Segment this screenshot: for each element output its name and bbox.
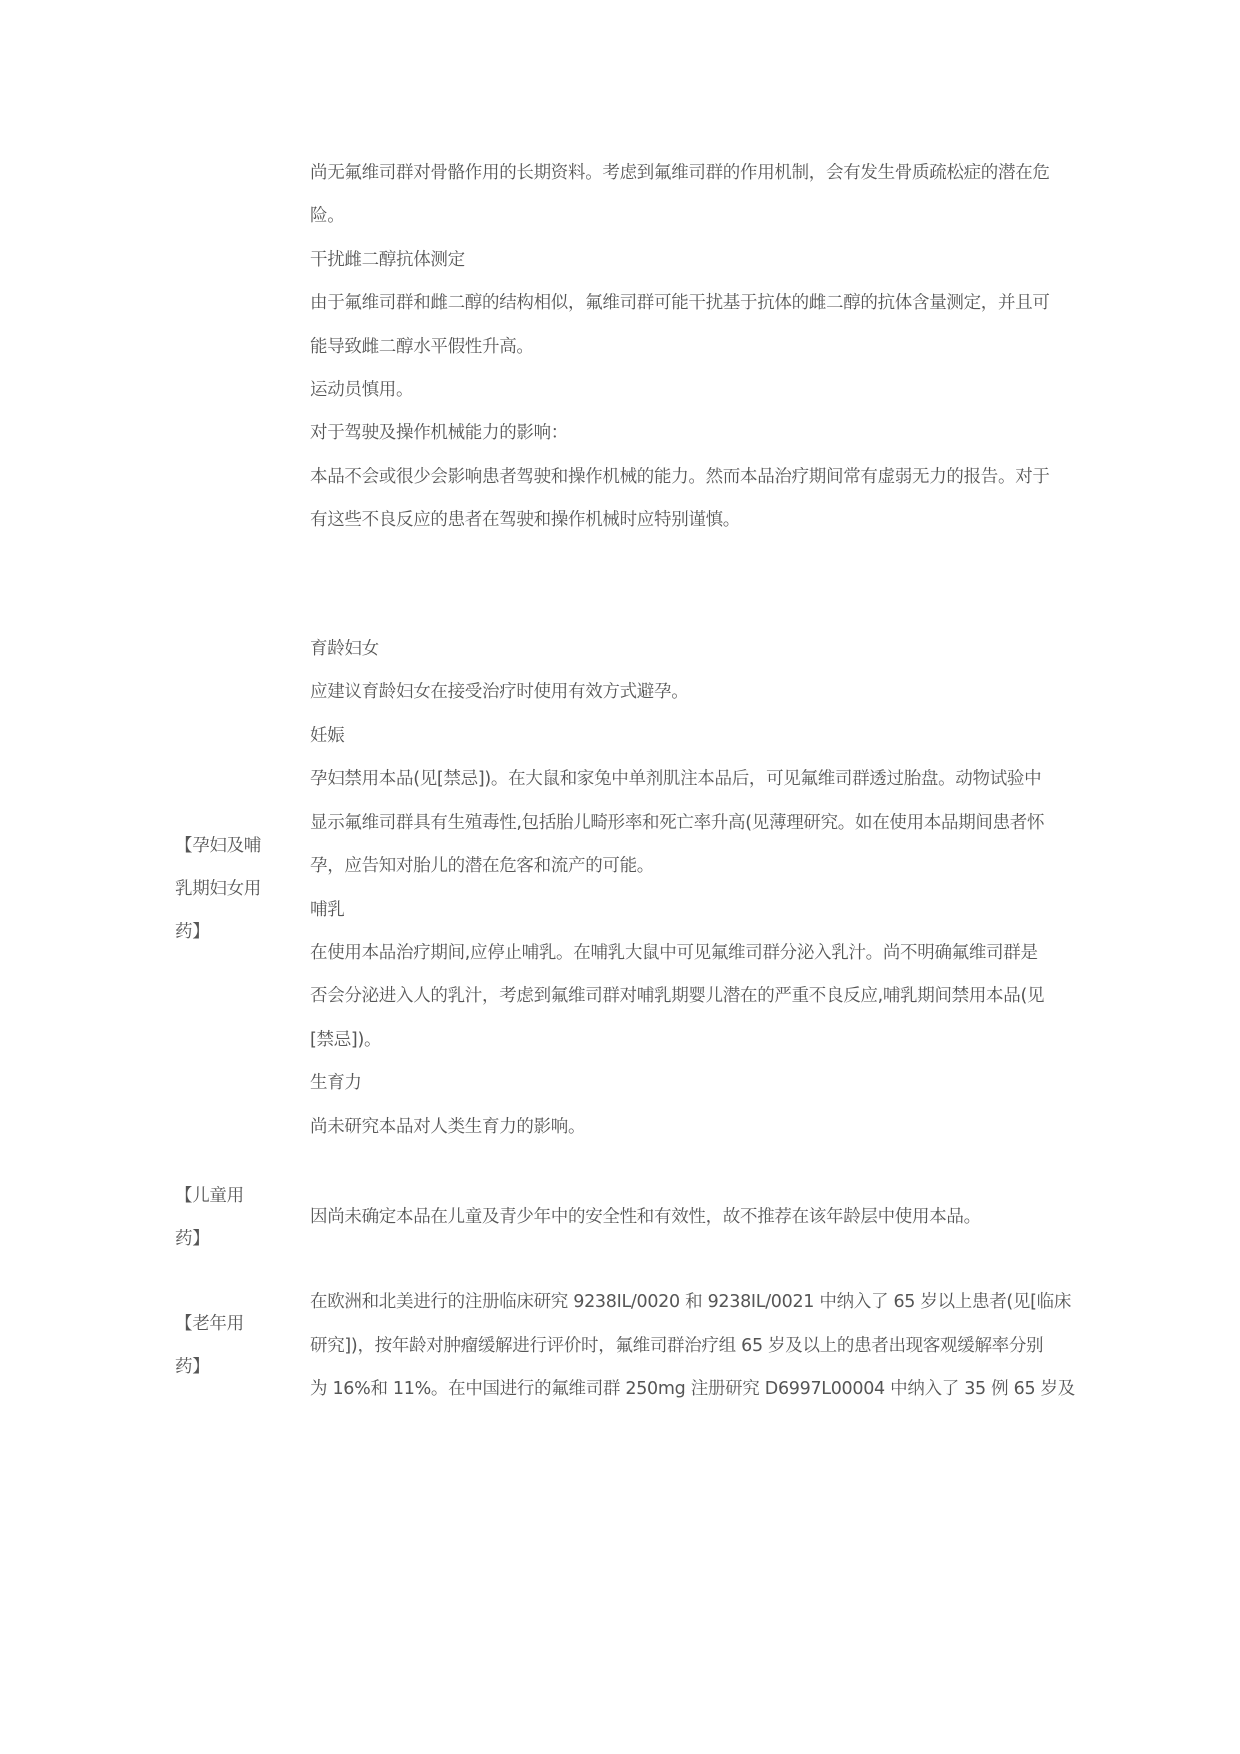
section-label: 【儿童用: [175, 1186, 244, 1206]
paragraph-line: 尚无氟维司群对骨骼作用的长期资料。考虑到氟维司群的作用机制，会有发生骨质疏松症的潜在危: [310, 163, 1050, 183]
paragraph-line: 尚未研究本品对人类生育力的影响。: [310, 1117, 586, 1137]
subheading: 哺乳: [310, 900, 345, 920]
paragraph-line: 由于氟维司群和雌二醇的结构相似，氟维司群可能干扰基于抗体的雌二醇的抗体含量测定，并且可: [310, 293, 1050, 313]
paragraph-line: 运动员慎用。: [310, 380, 414, 400]
paragraph-line: 本品不会或很少会影响患者驾驶和操作机械的能力。然而本品治疗期间常有虚弱无力的报告。对于: [310, 467, 1050, 487]
subheading: 育龄妇女: [310, 639, 379, 659]
paragraph-line: 有这些不良反应的患者在驾驶和操作机械时应特别谨慎。: [310, 510, 740, 530]
subheading: 干扰雌二醇抗体测定: [310, 250, 465, 270]
paragraph-line: 为 16%和 11%。在中国进行的氟维司群 250mg 注册研究 D6997L00004 中纳入了 35 例 65 岁及: [310, 1379, 1075, 1399]
paragraph-line: 孕妇禁用本品(见[禁忌])。在大鼠和家兔中单剂肌注本品后，可见氟维司群透过胎盘。动物试验中: [310, 769, 1042, 789]
section-label: 【老年用: [175, 1314, 244, 1334]
section-label: 【孕妇及哺: [175, 836, 261, 856]
paragraph-line: 因尚未确定本品在儿童及青少年中的安全性和有效性，故不推荐在该年龄层中使用本品。: [310, 1207, 981, 1227]
paragraph-line: 研究])，按年龄对肿瘤缓解进行评价时，氟维司群治疗组 65 岁及以上的患者出现客观缓解率分别: [310, 1336, 1044, 1356]
paragraph-line: 孕，应告知对胎儿的潜在危客和流产的可能。: [310, 856, 654, 876]
paragraph-line: [禁忌])。: [310, 1030, 382, 1050]
paragraph-line: 显示氟维司群具有生殖毒性,包括胎儿畸形率和死亡率升高(见薄理研究。如在使用本品期间患者怀: [310, 813, 1045, 833]
paragraph-line: 险。: [310, 206, 345, 226]
paragraph-line: 能导致雌二醇水平假性升高。: [310, 337, 534, 357]
section-label: 乳期妇女用: [175, 879, 261, 899]
paragraph-line: 在使用本品治疗期间,应停止哺乳。在哺乳大鼠中可见氟维司群分泌入乳汁。尚不明确氟维司群是: [310, 943, 1038, 963]
paragraph-line: 应建议育龄妇女在接受治疗时使用有效方式避孕。: [310, 682, 689, 702]
subheading: 妊娠: [310, 726, 345, 746]
section-label: 药】: [175, 1229, 210, 1249]
paragraph-line: 否会分泌进入人的乳汁，考虑到氟维司群对哺乳期婴儿潜在的严重不良反应,哺乳期间禁用本品(见: [310, 986, 1045, 1006]
section-label: 药】: [175, 1357, 210, 1377]
subheading: 对于驾驶及操作机械能力的影响：: [310, 423, 568, 443]
subheading: 生育力: [310, 1073, 362, 1093]
section-label: 药】: [175, 922, 210, 942]
paragraph-line: 在欧洲和北美进行的注册临床研究 9238IL/0020 和 9238IL/0021 中纳入了 65 岁以上患者(见[临床: [310, 1292, 1072, 1312]
